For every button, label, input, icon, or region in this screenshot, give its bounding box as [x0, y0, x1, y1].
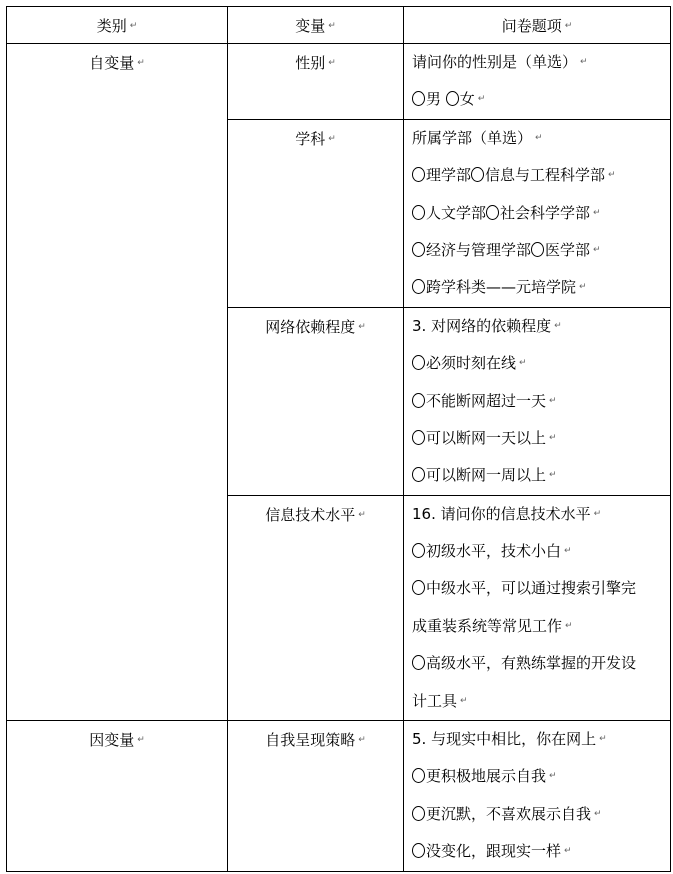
paragraph-mark-icon: ↵ [564, 846, 572, 857]
circle-option-icon[interactable] [412, 430, 425, 445]
variable-cell [228, 119, 404, 307]
option-line [412, 533, 666, 570]
paragraph-mark-icon: ↵ [460, 695, 468, 706]
paragraph-mark-icon: ↵ [358, 509, 366, 520]
circle-option-icon[interactable] [412, 242, 425, 257]
option-line [412, 195, 666, 232]
circle-option-icon[interactable] [471, 167, 484, 182]
paragraph-mark-icon: ↵ [535, 132, 543, 143]
option-text: 更沉默，不喜欢展示自我 [426, 804, 592, 823]
variable-cell [228, 495, 404, 720]
paragraph-mark-icon: ↵ [328, 133, 336, 144]
option-text: 可以断网一周以上 [426, 466, 547, 485]
header-variable-cell [228, 7, 404, 44]
paragraph-mark-icon: ↵ [594, 808, 602, 819]
variable-label: 学科 [295, 129, 326, 148]
paragraph-mark-icon: ↵ [549, 395, 557, 406]
circle-option-icon[interactable] [412, 655, 425, 670]
paragraph-mark-icon: ↵ [477, 94, 486, 105]
option-text: 理学部 [426, 166, 472, 185]
option-text: 社会科学学部 [500, 203, 591, 222]
option-text: 成重装系统等常见工作 [412, 616, 563, 635]
header-question-cell [404, 7, 671, 44]
question-cell [404, 119, 671, 307]
circle-option-icon[interactable] [412, 543, 425, 558]
paragraph-mark-icon: ↵ [564, 20, 573, 31]
option-text: 男 [426, 90, 446, 109]
option-line [412, 796, 666, 833]
category-label: 自变量 [89, 54, 135, 72]
option-line [412, 758, 666, 795]
header-row [7, 7, 671, 44]
paragraph-mark-icon: ↵ [593, 244, 601, 255]
paragraph-mark-icon: ↵ [358, 321, 366, 332]
option-line [412, 232, 666, 269]
circle-option-icon[interactable] [412, 393, 425, 408]
option-text: 必须时刻在线 [426, 354, 517, 373]
variable-label: 网络依赖程度 [265, 317, 356, 336]
variable-cell [228, 721, 404, 872]
circle-option-icon[interactable] [412, 843, 425, 858]
circle-option-icon[interactable] [412, 467, 425, 482]
paragraph-mark-icon: ↵ [564, 546, 572, 557]
paragraph-mark-icon: ↵ [565, 620, 573, 631]
option-line [412, 383, 666, 420]
option-text: 人文学部 [426, 203, 487, 222]
option-text: 医学部 [545, 240, 591, 259]
question-cell [404, 44, 671, 120]
header-question: 问卷题项 [501, 16, 562, 35]
header-variable: 变量 [295, 16, 326, 35]
paragraph-mark-icon: ↵ [593, 207, 601, 218]
category-cell [7, 721, 228, 872]
option-line [412, 157, 666, 194]
question-text: 请问你的性别是（单选） [412, 53, 578, 71]
option-line [412, 81, 666, 118]
circle-option-icon[interactable] [412, 167, 425, 182]
paragraph-mark-icon: ↵ [328, 58, 336, 68]
paragraph-mark-icon: ↵ [608, 170, 616, 181]
option-text: 计工具 [412, 691, 458, 710]
variable-cell [228, 44, 404, 120]
option-line [412, 345, 666, 382]
paragraph-mark-icon: ↵ [519, 358, 527, 369]
circle-option-icon[interactable] [412, 279, 425, 294]
option-line-continued [412, 608, 666, 645]
option-line [412, 420, 666, 457]
paragraph-mark-icon: ↵ [599, 734, 607, 745]
option-text: 信息与工程科学部 [485, 166, 606, 185]
circle-option-icon[interactable] [412, 768, 425, 783]
header-category-cell [7, 7, 228, 44]
header-category: 类别 [96, 16, 127, 35]
option-line [412, 833, 666, 870]
category-cell [7, 44, 228, 721]
paragraph-mark-icon: ↵ [549, 771, 557, 782]
circle-option-icon[interactable] [486, 205, 499, 220]
question-text: 5. 与现实中相比，你在网上 [412, 730, 597, 749]
circle-option-icon[interactable] [412, 91, 425, 106]
question-cell [404, 307, 671, 495]
question-cell [404, 495, 671, 720]
variable-label: 自我呈现策略 [265, 731, 356, 750]
option-text: 中级水平，可以通过搜索引擎完 [426, 579, 637, 598]
paragraph-mark-icon: ↵ [554, 320, 562, 331]
option-line [412, 645, 666, 682]
option-line [412, 570, 666, 607]
paragraph-mark-icon: ↵ [579, 282, 587, 293]
table-row [7, 44, 671, 120]
circle-option-icon[interactable] [412, 205, 425, 220]
paragraph-mark-icon: ↵ [593, 508, 602, 519]
circle-option-icon[interactable] [531, 242, 544, 257]
variable-cell [228, 307, 404, 495]
option-text: 没变化，跟现实一样 [426, 842, 562, 861]
option-text: 可以断网一天以上 [426, 428, 547, 447]
option-text: 初级水平，技术小白 [426, 542, 562, 561]
question-text: 3. 对网络的依赖程度 [412, 316, 552, 335]
category-label: 因变量 [89, 731, 135, 750]
option-line [412, 269, 666, 306]
option-text: 经济与管理学部 [426, 240, 532, 259]
circle-option-icon[interactable] [446, 91, 459, 106]
question-text: 所属学部（单选） [412, 128, 533, 147]
paragraph-mark-icon: ↵ [129, 20, 138, 31]
survey-table [6, 6, 671, 872]
option-line [412, 457, 666, 494]
option-text: 女 [459, 90, 475, 109]
paragraph-mark-icon: ↵ [549, 470, 557, 481]
option-text: 高级水平，有熟练掌握的开发设 [426, 654, 637, 673]
question-text: 16. 请问你的信息技术水平 [412, 504, 591, 523]
paragraph-mark-icon: ↵ [580, 57, 588, 67]
circle-option-icon[interactable] [412, 580, 425, 595]
option-text: 更积极地展示自我 [426, 767, 547, 786]
paragraph-mark-icon: ↵ [137, 58, 145, 68]
question-cell [404, 721, 671, 872]
paragraph-mark-icon: ↵ [358, 735, 366, 746]
option-line-continued [412, 683, 666, 720]
variable-label: 性别 [295, 54, 326, 72]
paragraph-mark-icon: ↵ [549, 432, 557, 443]
option-text: 不能断网超过一天 [426, 391, 547, 410]
table-row [7, 721, 671, 872]
circle-option-icon[interactable] [412, 355, 425, 370]
option-text: 跨学科类——元培学院 [426, 278, 577, 297]
circle-option-icon[interactable] [412, 806, 425, 821]
paragraph-mark-icon: ↵ [137, 735, 145, 746]
paragraph-mark-icon: ↵ [328, 20, 336, 31]
variable-label: 信息技术水平 [265, 505, 356, 524]
